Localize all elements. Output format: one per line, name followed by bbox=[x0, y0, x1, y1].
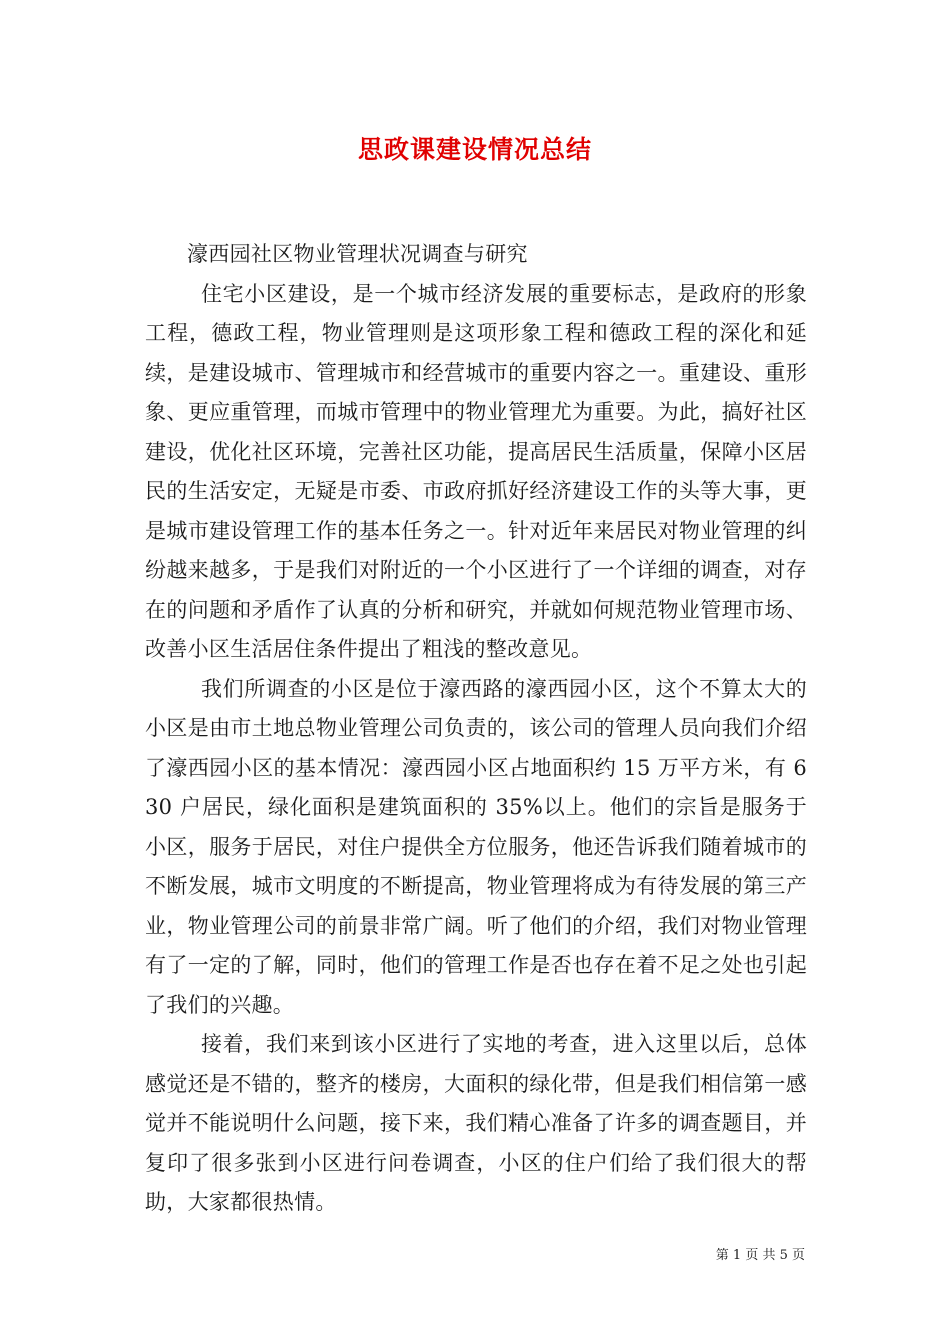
page-number: 第 1 页 共 5 页 bbox=[715, 1248, 805, 1263]
paragraph-1: 住宅小区建设，是一个城市经济发展的重要标志，是政府的形象工程，德政工程，物业管理则是这项形象工程和德政工程的深化和延续，是建设城市、管理城市和经营城市的重要内容之一。重建设、重形象、更应重管理，而城市管理中的物业管理尤为重要。为此，搞好社区建设，优化社区环境，完善社区功能，提高居民生活质量，保障小区居民的生活安定，无疑是市委、市政府抓好经济建设工作的头等大事，更是城市建设管理工作的基本任务之一。针对近年来居民对物业管理的纠纷越来越多，于是我们对附近的一个小区进行了一个详细的调查，对存在的问题和矛盾作了认真的分析和研究，并就如何规范物业管理市场、改善小区生活居住条件提出了粗浅的整改意见。 bbox=[145, 281, 807, 661]
paragraph-3: 接着，我们来到该小区进行了实地的考查，进入这里以后，总体感觉还是不错的，整齐的楼房，大面积的绿化带，但是我们相信第一感觉并不能说明什么问题，接下来，我们精心准备了许多的调查题目，并复印了很多张到小区进行问卷调查，小区的住户们给了我们很大的帮助，大家都很热情。 bbox=[145, 1032, 807, 1214]
document-subtitle: 濠西园社区物业管理状况调查与研究 bbox=[187, 242, 528, 266]
paragraph-2: 我们所调查的小区是位于濠西路的濠西园小区，这个不算太大的小区是由市土地总物业管理公司负责的，该公司的管理人员向我们介绍了濠西园小区的基本情况：濠西园小区占地面积约 15 万平方米，有 630 户居民，绿化面积是建筑面积的 35%以上。他们的宗旨是服务于小区，服务于居民，对住户提供全方位服务，他还告诉我们随着城市的不断发展，城市文明度的不断提高，物业管理将成为有待发展的第三产业，物业管理公司的前景非常广阔。听了他们的介绍，我们对物业管理有了一定的了解，同时，他们的管理工作是否也存在着不足之处也引起了我们的兴趣。 bbox=[145, 676, 807, 1017]
document-body bbox=[145, 235, 807, 1223]
document-title: 思政课建设情况总结 bbox=[357, 135, 592, 164]
